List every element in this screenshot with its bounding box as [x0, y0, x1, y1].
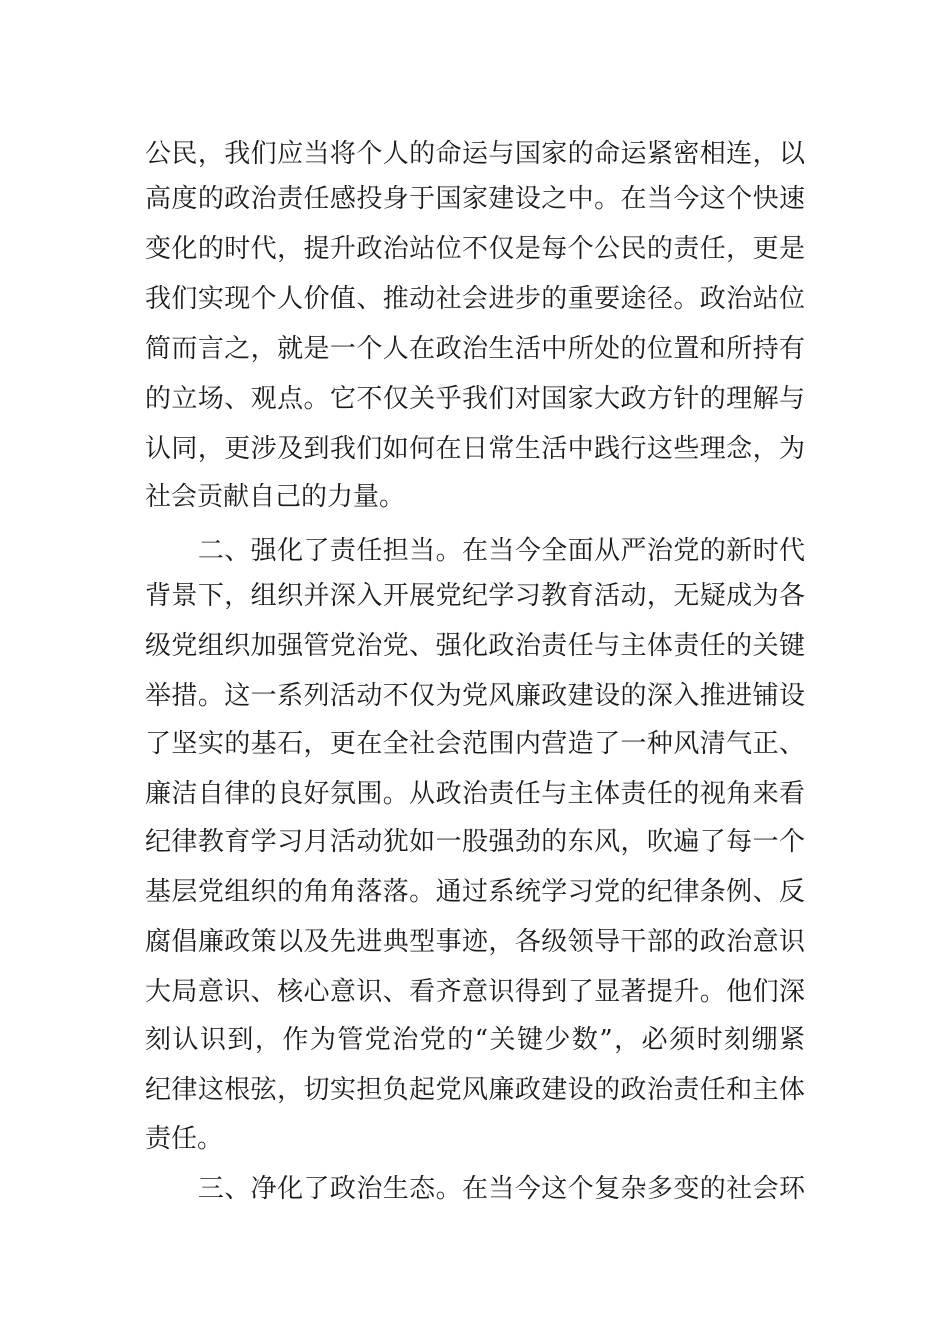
text-line: 社会贡献自己的力量。	[145, 482, 406, 512]
text-line: 举措。这一系列活动不仅为党风廉政建设的深入推进铺设	[145, 681, 805, 711]
text-line: 级党组织加强管党治党、强化政治责任与主体责任的关键	[145, 631, 805, 661]
text-line: 简而言之，就是一个人在政治生活中所处的位置和所持有	[145, 334, 805, 364]
text-line: 变化的时代，提升政治站位不仅是每个公民的责任，更是	[145, 234, 805, 264]
text-line: 纪律这根弦，切实担负起党风廉政建设的政治责任和主体	[145, 1075, 805, 1105]
text-line: 基层党组织的角角落落。通过系统学习党的纪律条例、反	[145, 877, 805, 907]
text-line: 我们实现个人价值、推动社会进步的重要途径。政治站位	[145, 284, 805, 314]
text-line: 刻认识到，作为管党治党的“关键少数”，必须时刻绷紧	[145, 1025, 805, 1055]
text-line: 背景下，组织并深入开展党纪学习教育活动，无疑成为各	[145, 581, 805, 611]
text-line: 公民，我们应当将个人的命运与国家的命运紧密相连，以	[145, 139, 805, 169]
text-line: 高度的政治责任感投身于国家建设之中。在当今这个快速	[145, 184, 805, 214]
paragraph-heading-line: 二、强化了责任担当。在当今全面从严治党的新时代	[145, 536, 805, 566]
text-line: 大局意识、核心意识、看齐意识得到了显著提升。他们深	[145, 977, 805, 1007]
text-line: 廉洁自律的良好氛围。从政治责任与主体责任的视角来看	[145, 779, 805, 809]
text-line: 了坚实的基石，更在全社会范围内营造了一种风清气正、	[145, 729, 805, 759]
paragraph-heading-line: 三、净化了政治生态。在当今这个复杂多变的社会环	[145, 1174, 805, 1204]
text-line: 腐倡廉政策以及先进典型事迹，各级领导干部的政治意识	[145, 927, 805, 957]
text-line: 认同，更涉及到我们如何在日常生活中践行这些理念，为	[145, 434, 805, 464]
text-line: 的立场、观点。它不仅关乎我们对国家大政方针的理解与	[145, 384, 805, 414]
text-line: 纪律教育学习月活动犹如一股强劲的东风，吹遍了每一个	[145, 827, 805, 857]
text-line: 责任。	[145, 1124, 224, 1154]
